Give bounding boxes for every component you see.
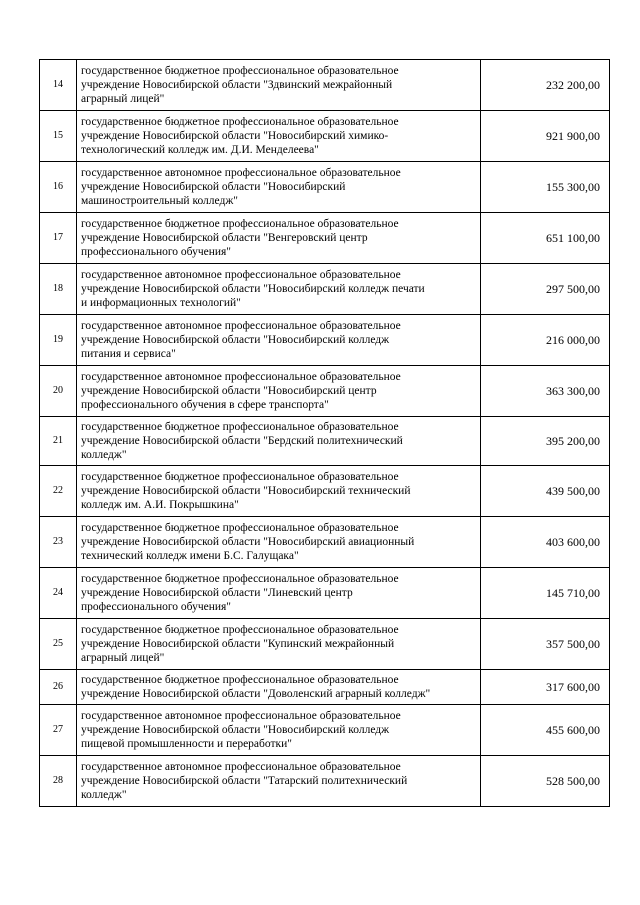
funding-table-body (40, 60, 610, 807)
institution-name-line: учреждение Новосибирской области "Доволенский аграрный колледж" (81, 688, 431, 700)
amount-value: 297 500,00 (481, 264, 610, 315)
amount-value: 528 500,00 (481, 756, 610, 807)
institution-name-line: государственное бюджетное профессиональное образовательное (81, 674, 399, 686)
institution-name (77, 756, 481, 807)
row-number: 24 (40, 568, 77, 619)
amount-value: 363 300,00 (481, 366, 610, 417)
institution-name-line: государственное бюджетное профессиональное образовательное (81, 65, 399, 77)
amount-value: 439 500,00 (481, 466, 610, 517)
institution-name-line: государственное автономное профессиональное образовательное (81, 167, 401, 179)
institution-name-line: государственное бюджетное профессиональное образовательное (81, 218, 399, 230)
amount-value: 232 200,00 (481, 60, 610, 111)
amount-value: 216 000,00 (481, 315, 610, 366)
institution-name-line: профессионального обучения" (81, 601, 232, 613)
institution-name (77, 517, 481, 568)
institution-name (77, 162, 481, 213)
institution-name-line: государственное автономное профессиональное образовательное (81, 761, 401, 773)
institution-name-line: учреждение Новосибирской области "Новосибирский центр (81, 385, 377, 397)
table-row (40, 162, 610, 213)
institution-name-line: государственное автономное профессиональное образовательное (81, 710, 401, 722)
institution-name-line: учреждение Новосибирской области "Новосибирский колледж (81, 334, 390, 346)
institution-name-line: технический колледж имени Б.С. Галущака" (81, 550, 299, 562)
row-number: 18 (40, 264, 77, 315)
institution-name-line: и информационных технологий" (81, 297, 241, 309)
institution-name (77, 111, 481, 162)
institution-name (77, 366, 481, 417)
table-row (40, 213, 610, 264)
institution-name-line: аграрный лицей" (81, 93, 165, 105)
row-number: 16 (40, 162, 77, 213)
institution-name (77, 619, 481, 670)
row-number: 14 (40, 60, 77, 111)
amount-value: 921 900,00 (481, 111, 610, 162)
amount-value: 357 500,00 (481, 619, 610, 670)
row-number: 17 (40, 213, 77, 264)
institution-name-line: государственное бюджетное профессиональное образовательное (81, 421, 399, 433)
institution-name-line: учреждение Новосибирской области "Новосибирский химико- (81, 130, 389, 142)
institution-name (77, 670, 481, 705)
institution-name (77, 568, 481, 619)
funding-table (39, 59, 610, 807)
institution-name-line: пищевой промышленности и переработки" (81, 738, 292, 750)
row-number: 19 (40, 315, 77, 366)
institution-name-line: учреждение Новосибирской области "Купинский межрайонный (81, 638, 395, 650)
institution-name-line: учреждение Новосибирской области "Новосибирский (81, 181, 346, 193)
row-number: 25 (40, 619, 77, 670)
institution-name-line: питания и сервиса" (81, 348, 176, 360)
row-number: 20 (40, 366, 77, 417)
table-row (40, 756, 610, 807)
institution-name-line: государственное бюджетное профессиональное образовательное (81, 116, 399, 128)
institution-name (77, 60, 481, 111)
table-row (40, 264, 610, 315)
row-number: 27 (40, 705, 77, 756)
table-row (40, 315, 610, 366)
amount-value: 651 100,00 (481, 213, 610, 264)
institution-name (77, 213, 481, 264)
institution-name-line: колледж им. А.И. Покрышкина" (81, 499, 239, 511)
table-row (40, 466, 610, 517)
amount-value: 155 300,00 (481, 162, 610, 213)
institution-name-line: учреждение Новосибирской области "Венгеровский центр (81, 232, 368, 244)
row-number: 28 (40, 756, 77, 807)
table-row (40, 705, 610, 756)
institution-name-line: государственное бюджетное профессиональное образовательное (81, 573, 399, 585)
table-row (40, 670, 610, 705)
institution-name (77, 705, 481, 756)
table-row (40, 619, 610, 670)
institution-name-line: профессионального обучения в сфере транспорта" (81, 399, 329, 411)
table-row (40, 60, 610, 111)
institution-name-line: учреждение Новосибирской области "Татарский политехнический (81, 775, 408, 787)
table-row (40, 366, 610, 417)
institution-name-line: учреждение Новосибирской области "Новосибирский авиационный (81, 536, 415, 548)
institution-name-line: учреждение Новосибирской области "Здвинский межрайонный (81, 79, 393, 91)
row-number: 15 (40, 111, 77, 162)
row-number: 26 (40, 670, 77, 705)
table-row (40, 517, 610, 568)
institution-name-line: учреждение Новосибирской области "Линевский центр (81, 587, 353, 599)
row-number: 22 (40, 466, 77, 517)
institution-name (77, 466, 481, 517)
table-row (40, 417, 610, 466)
table-row (40, 111, 610, 162)
institution-name-line: машиностроительный колледж" (81, 195, 238, 207)
institution-name-line: учреждение Новосибирской области "Новосибирский колледж (81, 724, 390, 736)
amount-value: 317 600,00 (481, 670, 610, 705)
institution-name-line: профессионального обучения" (81, 246, 232, 258)
amount-value: 395 200,00 (481, 417, 610, 466)
institution-name-line: технологический колледж им. Д.И. Менделеева" (81, 144, 319, 156)
amount-value: 403 600,00 (481, 517, 610, 568)
institution-name-line: учреждение Новосибирской области "Новосибирский технический (81, 485, 411, 497)
institution-name-line: учреждение Новосибирской области "Новосибирский колледж печати (81, 283, 425, 295)
institution-name-line: колледж" (81, 789, 127, 801)
amount-value: 455 600,00 (481, 705, 610, 756)
institution-name-line: государственное автономное профессиональное образовательное (81, 371, 401, 383)
institution-name-line: государственное бюджетное профессиональное образовательное (81, 522, 399, 534)
institution-name-line: колледж" (81, 449, 127, 461)
amount-value: 145 710,00 (481, 568, 610, 619)
institution-name-line: аграрный лицей" (81, 652, 165, 664)
institution-name-line: государственное автономное профессиональное образовательное (81, 320, 401, 332)
institution-name (77, 315, 481, 366)
row-number: 23 (40, 517, 77, 568)
institution-name-line: государственное бюджетное профессиональное образовательное (81, 471, 399, 483)
institution-name-line: учреждение Новосибирской области "Бердский политехнический (81, 435, 403, 447)
row-number: 21 (40, 417, 77, 466)
institution-name (77, 417, 481, 466)
table-row (40, 568, 610, 619)
institution-name-line: государственное автономное профессиональное образовательное (81, 269, 401, 281)
institution-name-line: государственное бюджетное профессиональное образовательное (81, 624, 399, 636)
institution-name (77, 264, 481, 315)
